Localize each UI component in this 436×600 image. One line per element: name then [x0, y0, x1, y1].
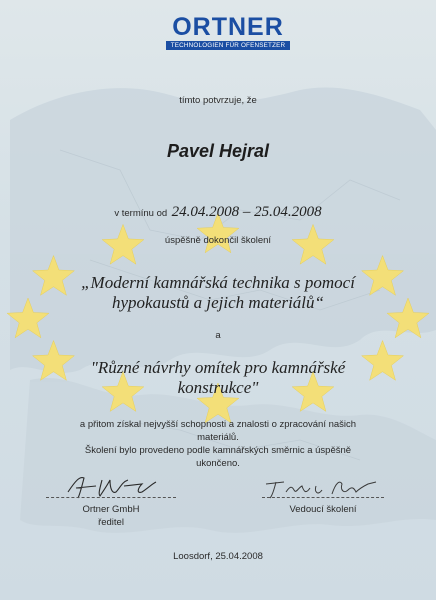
left-signatory-role: ředitel: [98, 517, 124, 528]
course-1-line-2: hypokaustů a jejich materiálů“: [111, 293, 324, 312]
ortner-logo: [166, 14, 290, 50]
right-signatory-role: Vedoucí školení: [289, 504, 357, 515]
intro-text: tímto potvrzuje, že: [179, 95, 257, 106]
right-signature-line: [262, 497, 384, 498]
date-range: 24.04.2008 – 25.04.2008: [171, 204, 322, 220]
logo-tagline: TECHNOLOGIEN FÜR OFENSETZER: [166, 41, 290, 50]
conjunction: a: [215, 330, 221, 341]
body-line-3: Školení bylo provedeno podle kamnářských směrnic a úspěšně: [84, 445, 352, 456]
recipient-name: Pavel Hejral: [166, 141, 270, 161]
logo-wordmark: ORTNER: [172, 13, 284, 41]
term-label: v termínu od: [114, 208, 168, 219]
course-2-line-1: "Různé návrhy omítek pro kamnářské: [90, 358, 346, 377]
course-1-line-1: „Moderní kamnářská technika s pomocí: [81, 273, 355, 292]
body-line-4: ukončeno.: [196, 458, 240, 469]
body-line-2: materiálů.: [197, 432, 239, 443]
left-signatory-org: Ortner GmbH: [82, 504, 140, 515]
body-line-1: a přitom získal nejvyšší schopnosti a znalosti o zpracování našich: [79, 419, 357, 430]
place-and-date: Loosdorf, 25.04.2008: [173, 551, 263, 562]
course-2-line-2: konstrukce": [177, 378, 259, 397]
completed-text: úspěšně dokončil školení: [164, 235, 272, 246]
left-signature-line: [46, 497, 176, 498]
term-line: [0, 203, 436, 221]
